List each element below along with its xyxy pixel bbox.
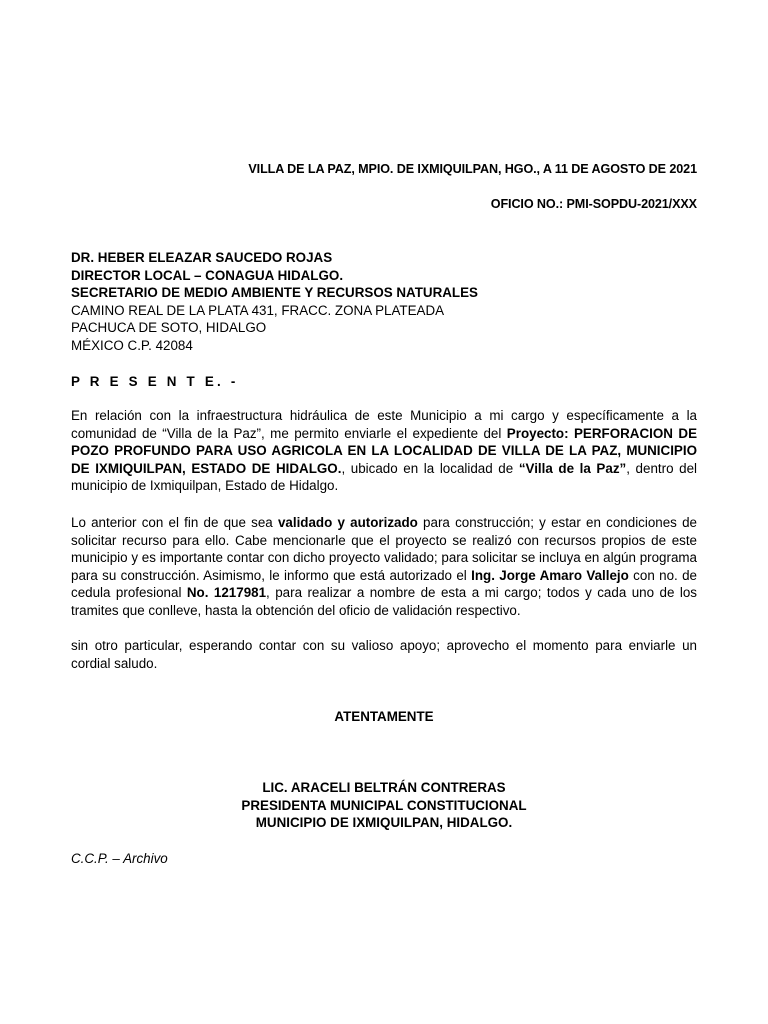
recipient-title-conagua: DIRECTOR LOCAL – CONAGUA HIDALGO. <box>71 267 344 283</box>
paragraph-closing: sin otro particular, esperando contar con su valioso apoyo; aprovecho el momento para enviarle un cordial saludo. <box>71 638 697 671</box>
recipient-title-semarnat: SECRETARIO DE MEDIO AMBIENTE Y RECURSOS NATURALES <box>71 285 478 300</box>
paragraph-auth-text-1: Lo anterior con el fin de que sea <box>71 515 278 530</box>
recipient-address-street: CAMINO REAL DE LA PLATA 431, FRACC. ZONA PLATEADA <box>71 302 445 318</box>
paragraph-project-text-3: , dentro del municipio de Ixmiquilpan, Estado de Hidalgo. <box>71 460 698 493</box>
paragraph-project <box>71 407 697 495</box>
signature-block <box>71 779 697 832</box>
recipient-name: DR. HEBER ELEAZAR SAUCEDO ROJAS <box>71 250 333 265</box>
recipient-block <box>71 249 697 354</box>
project-name: Proyecto: PERFORACION DE POZO PROFUNDO PARA USO AGRICOLA EN LA LOCALIDAD DE VILLA DE LA PAZ, MUNICIPIO DE IXMIQUILPAN, ESTADO DE HIDALGO. <box>71 425 697 476</box>
paragraph-auth-text-2: para construcción; y estar en condiciones de solicitar recurso para ello. Cabe mencionarle que el proyecto se realizó con recursos propios de este municipio y es importante contar con dicho proyecto validado; para solicitar se incluya en algún programa para su construcción. Asimismo, le informo que está autorizado el <box>71 515 697 583</box>
recipient-address-city: PACHUCA DE SOTO, HIDALGO <box>71 320 267 335</box>
license-number: No. 1217981 <box>186 585 267 600</box>
paragraph-auth-text-4: , para realizar a nombre de esta a mi cargo; todos y cada uno de los tramites que conlleve, hasta la obtención del oficio de validación respectivo. <box>71 585 697 618</box>
paragraph-auth-text-3: con no. de cedula profesional <box>71 567 697 600</box>
signatory-title: PRESIDENTA MUNICIPAL CONSTITUCIONAL <box>241 797 527 813</box>
place-date-line: VILLA DE LA PAZ, MPIO. DE IXMIQUILPAN, HGO., A 11 DE AGOSTO DE 2021 <box>248 162 697 176</box>
recipient-address-postal: MÉXICO C.P. 42084 <box>71 337 193 353</box>
locality-name: “Villa de la Paz” <box>518 460 627 476</box>
paragraph-project-text-1: En relación con la infraestructura hidráulica de este Municipio a mi cargo y específicamente a la comunidad de “Villa de la Paz”, me permito enviarle el expediente del <box>71 408 697 441</box>
paragraph-project-text-2: , ubicado en la localidad de <box>341 460 519 476</box>
signatory-name: LIC. ARACELI BELTRÁN CONTRERAS <box>262 780 506 795</box>
engineer-name: Ing. Jorge Amaro Vallejo <box>471 567 629 583</box>
signatory-org: MUNICIPIO DE IXMIQUILPAN, HIDALGO. <box>255 815 513 830</box>
paragraph-authorization <box>71 514 697 619</box>
closing-atentamente: ATENTAMENTE <box>334 709 434 724</box>
validated-authorized: validado y autorizado <box>277 515 418 530</box>
ccp-line: C.C.P. – Archivo <box>71 851 168 866</box>
presente-salutation: P R E S E N T E. - <box>71 374 239 389</box>
oficio-number: OFICIO NO.: PMI-SOPDU-2021/XXX <box>490 197 697 211</box>
